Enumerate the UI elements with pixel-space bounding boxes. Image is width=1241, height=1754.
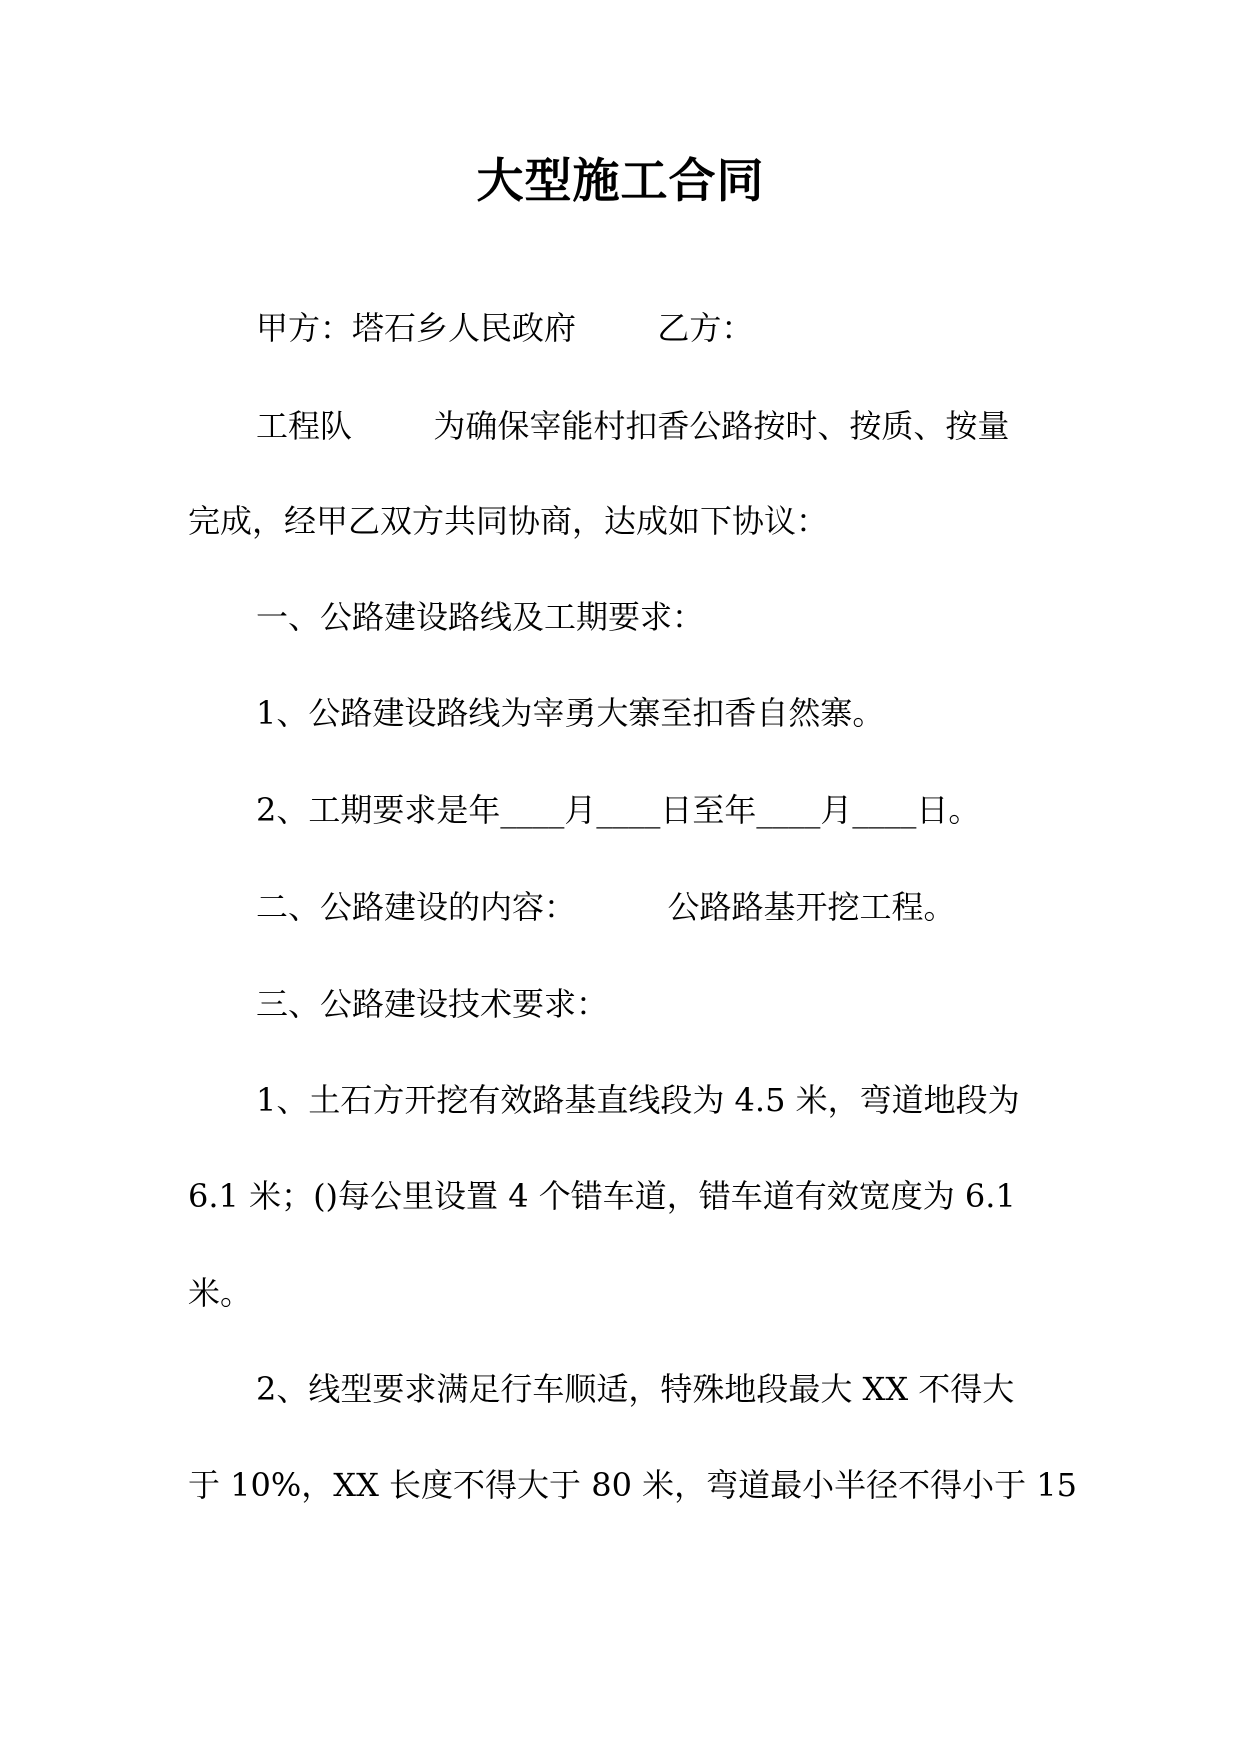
list-item: 2、线型要求满足行车顺适，特殊地段最大 XX 不得大 [256,1370,1015,1408]
party-line: 甲方：塔石乡人民政府 乙方： [256,309,754,347]
list-item: 1、土石方开挖有效路基直线段为 4.5 米，弯道地段为 [256,1081,1020,1119]
paragraph-line: 于 10%，XX 长度不得大于 80 米，弯道最小半径不得小于 15 [188,1466,1077,1504]
paragraph-line: 完成，经甲乙双方共同协商，达成如下协议： [188,502,829,540]
section-heading: 一、公路建设路线及工期要求： [256,598,705,636]
list-item: 2、工期要求是年____月____日至年____月____日。 [256,791,981,829]
list-item: 1、公路建设路线为宰勇大寨至扣香自然寨。 [256,694,885,732]
paragraph-line: 工程队 为确保宰能村扣香公路按时、按质、按量 [256,407,1010,445]
paragraph-line: 6.1 米；()每公里设置 4 个错车道，错车道有效宽度为 6.1 [188,1177,1016,1215]
section-heading: 三、公路建设技术要求： [256,985,609,1023]
paragraph-line: 米。 [188,1274,253,1312]
section-heading: 二、公路建设的内容： 公路路基开挖工程。 [256,888,956,926]
document-title: 大型施工合同 [476,154,765,209]
